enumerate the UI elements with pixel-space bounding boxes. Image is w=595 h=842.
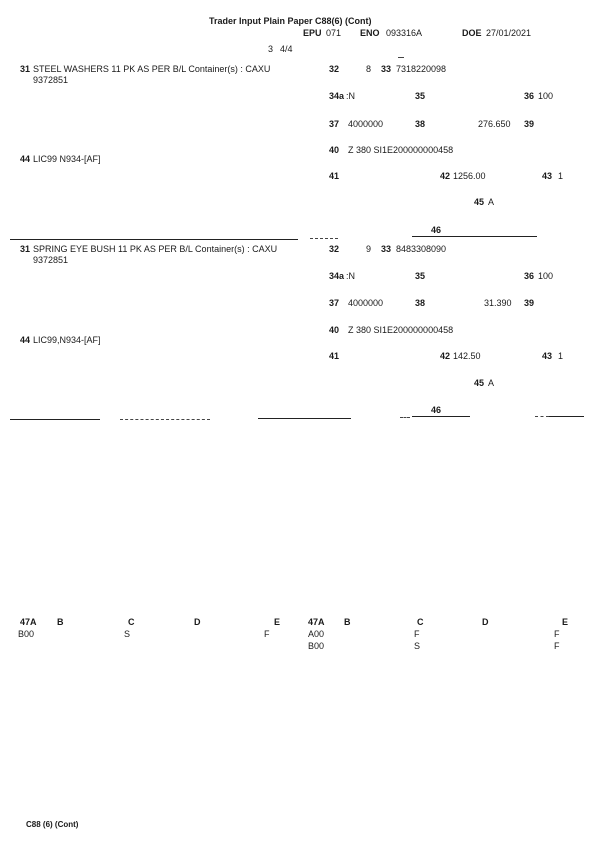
item-separator-dash [120,419,210,420]
page-number: 3 [268,44,274,54]
origin-code: :N [346,91,355,101]
box36-label: 36 [524,91,535,101]
box38-label: 38 [415,119,426,129]
header-tick [398,57,404,58]
box40-label: 40 [329,325,340,335]
eno-label: ENO [360,28,380,38]
item-separator-line [258,418,351,419]
item-separator-dash [310,238,338,239]
item-price: 1256.00 [453,171,486,181]
net-mass: 276.650 [478,119,511,129]
box38-label: 38 [415,298,426,308]
tax-type-code: B00 [308,641,325,651]
tax-table-label: 47A [20,617,37,627]
box39-label: 39 [524,119,535,129]
commodity-code: 8483308090 [396,244,447,254]
document-title: Trader Input Plain Paper C88(6) (Cont) [209,16,372,26]
box39-label: 39 [524,298,535,308]
additional-info: LIC99 N934-[AF] [33,154,101,164]
tax-type-code: A00 [308,629,325,639]
box33-label: 33 [381,244,392,254]
box34a-label: 34a [329,91,345,101]
previous-document: Z 380 SI1E200000000458 [348,325,454,335]
tax-e-value: F [554,629,560,639]
tax-e-value: F [264,629,270,639]
box46-label: 46 [431,405,442,415]
box35-label: 35 [415,91,426,101]
box41-label: 41 [329,351,340,361]
tax-col-e: E [274,617,281,627]
box45-label: 45 [474,197,485,207]
tax-col-d: D [194,617,201,627]
tax-col-c: C [128,617,135,627]
epu-value: 071 [326,28,342,38]
tax-col-b: B [57,617,64,627]
form-footer: C88 (6) (Cont) [26,820,79,829]
epu-label: EPU [303,28,322,38]
box32-label: 32 [329,64,340,74]
box46-underline [412,236,537,237]
box42-label: 42 [440,171,451,181]
box44-label: 44 [20,335,31,345]
box31-label: 31 [20,64,31,74]
preference-code: 100 [538,271,554,281]
box46-underline [412,416,470,417]
box43-label: 43 [542,351,553,361]
box41-label: 41 [329,171,340,181]
item-separator-line [10,239,298,240]
previous-document: Z 380 SI1E200000000458 [348,145,454,155]
tax-col-b: B [344,617,351,627]
item-number: 9 [366,244,372,254]
cpc-code: 4000000 [348,119,384,129]
box40-label: 40 [329,145,340,155]
box34a-label: 34a [329,271,345,281]
commodity-code: 7318220098 [396,64,447,74]
box37-label: 37 [329,298,340,308]
box44-label: 44 [20,154,31,164]
tax-c-value: S [414,641,421,651]
item-price: 142.50 [453,351,481,361]
box33-label: 33 [381,64,392,74]
box32-label: 32 [329,244,340,254]
item-separator-dash [400,417,410,418]
goods-description: SPRING EYE BUSH 11 PK AS PER B/L Container(s) : CAXU [33,244,278,254]
box43-label: 43 [542,171,553,181]
additional-info: LIC99,N934-[AF] [33,335,101,345]
net-mass: 31.390 [484,298,512,308]
preference-code: 100 [538,91,554,101]
tax-e-value: F [554,641,560,651]
tax-c-value: F [414,629,420,639]
box42-label: 42 [440,351,451,361]
origin-code: :N [346,271,355,281]
valuation-method: 1 [558,171,564,181]
tax-col-e: E [562,617,569,627]
item-separator-line [549,416,584,417]
container-number: 9372851 [33,255,69,265]
tax-type-code: B00 [18,629,35,639]
goods-description: STEEL WASHERS 11 PK AS PER B/L Container(s) : CAXU [33,64,271,74]
doe-label: DOE [462,28,482,38]
adjustment: A [488,378,495,388]
eno-value: 093316A [386,28,423,38]
tax-c-value: S [124,629,131,639]
box46-label: 46 [431,225,442,235]
tax-table-label: 47A [308,617,325,627]
cpc-code: 4000000 [348,298,384,308]
adjustment: A [488,197,495,207]
tax-col-c: C [417,617,424,627]
valuation-method: 1 [558,351,564,361]
box36-label: 36 [524,271,535,281]
box45-label: 45 [474,378,485,388]
page-of: 4/4 [280,44,293,54]
box31-label: 31 [20,244,31,254]
box35-label: 35 [415,271,426,281]
item-number: 8 [366,64,372,74]
item-separator-dash [535,416,549,417]
doe-value: 27/01/2021 [486,28,532,38]
item-separator-line [10,419,100,420]
container-number: 9372851 [33,75,69,85]
box37-label: 37 [329,119,340,129]
tax-col-d: D [482,617,489,627]
